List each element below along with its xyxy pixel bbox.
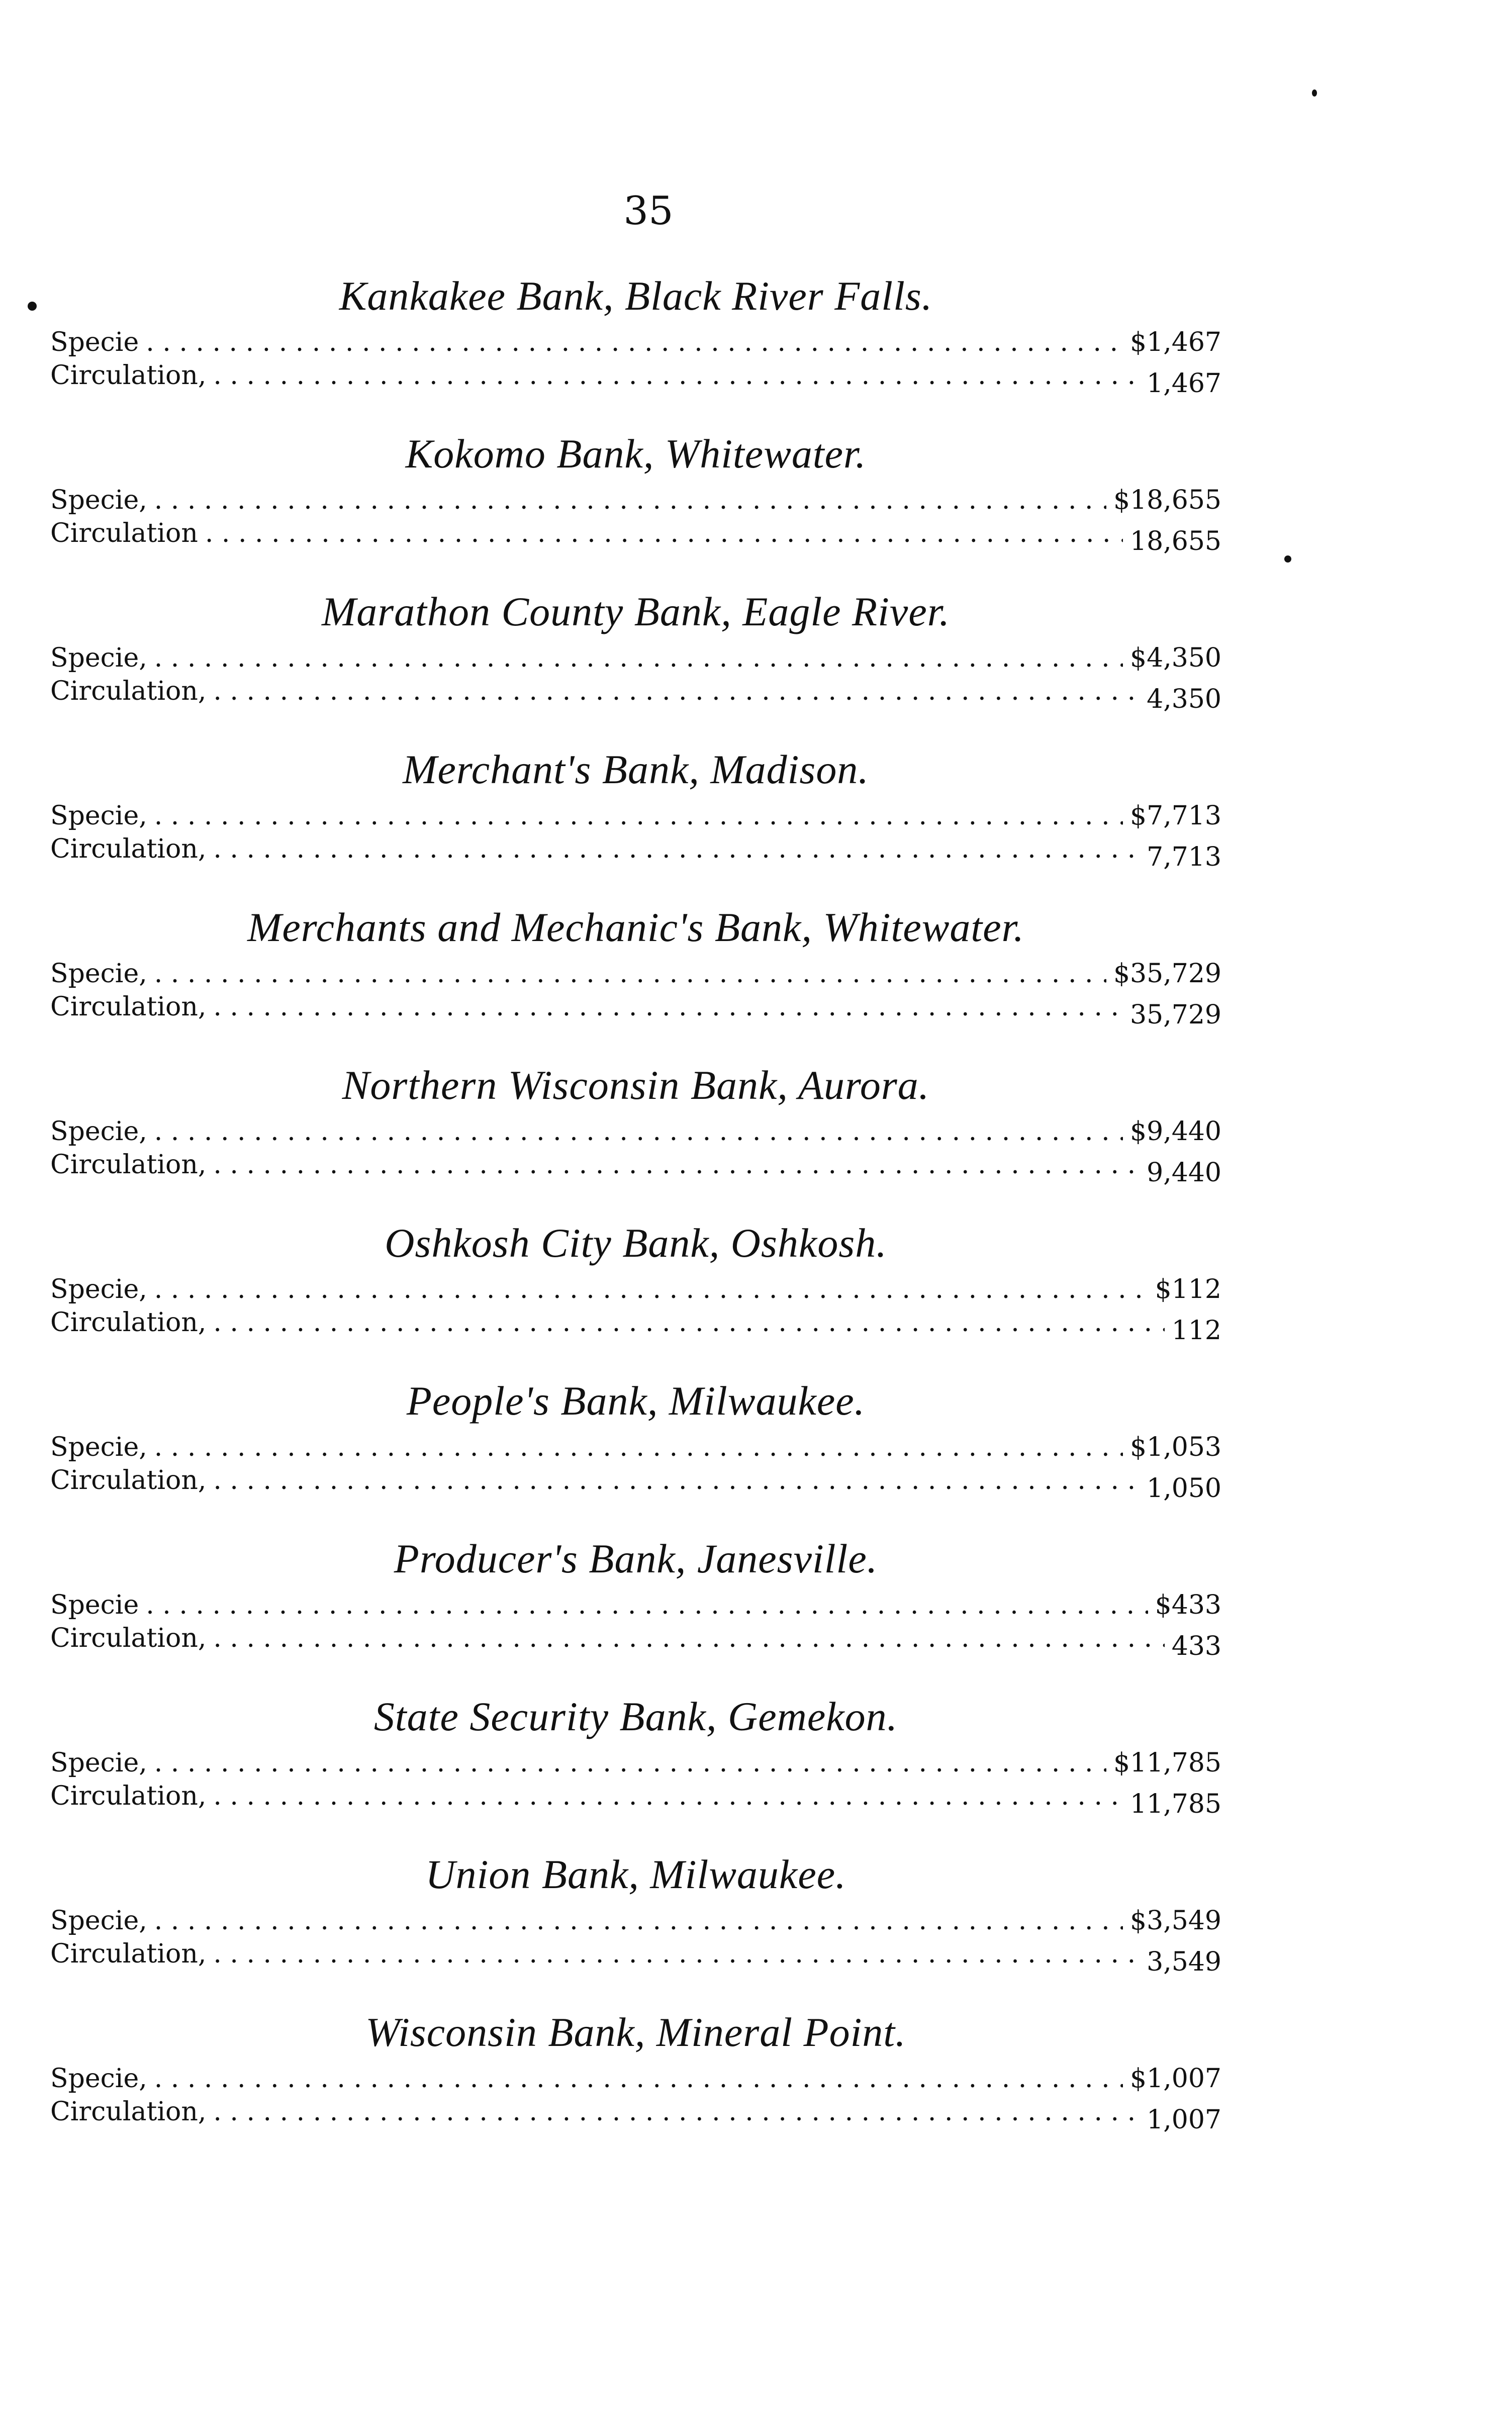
specie-label: Specie xyxy=(50,1590,139,1620)
circulation-row xyxy=(50,1306,1221,1346)
specie-label: Specie xyxy=(50,327,139,357)
bank-title: Kankakee Bank, Black River Falls. xyxy=(339,273,933,319)
specie-value: $433 xyxy=(1155,1590,1221,1620)
specie-row xyxy=(50,1746,1221,1780)
margin-bullet-mark xyxy=(28,302,37,311)
circulation-value: 1,467 xyxy=(1147,368,1221,399)
circulation-label: Circulation, xyxy=(50,1150,207,1180)
specie-row xyxy=(50,1431,1221,1464)
circulation-value: 1,007 xyxy=(1147,2105,1221,2135)
specie-value: $1,053 xyxy=(1130,1432,1221,1462)
bank-title: Wisconsin Bank, Mineral Point. xyxy=(365,2009,906,2055)
circulation-label: Circulation, xyxy=(50,676,207,706)
bank-entry xyxy=(50,1371,1221,1529)
circulation-value: 11,785 xyxy=(1130,1789,1221,1819)
circulation-value: 1,050 xyxy=(1147,1473,1221,1504)
bank-entry xyxy=(50,1687,1221,1845)
dot-leader xyxy=(154,799,1123,832)
bank-entry xyxy=(50,1056,1221,1213)
bank-title: Merchant's Bank, Madison. xyxy=(403,746,869,792)
specie-row xyxy=(50,326,1221,359)
specie-value: $9,440 xyxy=(1130,1116,1221,1147)
specie-label: Specie, xyxy=(50,2064,147,2094)
bank-entry xyxy=(50,1845,1221,2003)
circulation-label: Circulation, xyxy=(50,1939,207,1969)
specie-label: Specie, xyxy=(50,1274,147,1304)
specie-row xyxy=(50,799,1221,832)
bank-list xyxy=(50,266,1221,2161)
circulation-label: Circulation, xyxy=(50,360,207,391)
bank-entry xyxy=(50,1529,1221,1687)
circulation-row xyxy=(50,1464,1221,1504)
circulation-row xyxy=(50,990,1221,1030)
dot-leader xyxy=(213,1937,1140,1971)
circulation-label: Circulation, xyxy=(50,1781,207,1811)
circulation-value: 35,729 xyxy=(1130,1000,1221,1030)
bank-title: Producer's Bank, Janesville. xyxy=(394,1536,878,1581)
specie-row xyxy=(50,641,1221,675)
bank-title: Kokomo Bank, Whitewater. xyxy=(405,431,867,477)
bank-entry xyxy=(50,424,1221,582)
bank-title: Marathon County Bank, Eagle River. xyxy=(321,589,951,634)
dot-leader xyxy=(154,2062,1123,2095)
circulation-value: 18,655 xyxy=(1130,526,1221,556)
circulation-value: 4,350 xyxy=(1147,684,1221,714)
specie-value: $35,729 xyxy=(1113,959,1221,989)
dot-leader xyxy=(154,484,1106,517)
dot-leader xyxy=(213,1780,1123,1813)
circulation-row xyxy=(50,832,1221,872)
bank-title: State Security Bank, Gemekon. xyxy=(373,1694,898,1739)
bank-entry xyxy=(50,898,1221,1056)
circulation-row xyxy=(50,1937,1221,1977)
bank-title: People's Bank, Milwaukee. xyxy=(406,1378,866,1424)
circulation-label: Circulation, xyxy=(50,1465,207,1496)
circulation-label: Circulation, xyxy=(50,1623,207,1653)
circulation-value: 3,549 xyxy=(1147,1947,1221,1977)
circulation-row xyxy=(50,675,1221,714)
circulation-row xyxy=(50,517,1221,556)
specie-label: Specie, xyxy=(50,643,147,673)
dot-leader xyxy=(213,1622,1164,1655)
specie-label: Specie, xyxy=(50,1116,147,1147)
bank-entry xyxy=(50,266,1221,424)
circulation-label: Circulation xyxy=(50,518,198,548)
circulation-label: Circulation, xyxy=(50,992,207,1022)
circulation-value: 433 xyxy=(1171,1631,1221,1661)
dot-leader xyxy=(213,990,1123,1023)
dot-leader xyxy=(154,1904,1123,1937)
circulation-value: 9,440 xyxy=(1147,1158,1221,1188)
circulation-row xyxy=(50,1622,1221,1661)
bank-entry xyxy=(50,740,1221,898)
bank-title: Union Bank, Milwaukee. xyxy=(425,1851,846,1897)
dot-leader xyxy=(154,1115,1123,1148)
circulation-value: 7,713 xyxy=(1147,842,1221,872)
specie-label: Specie, xyxy=(50,1906,147,1936)
specie-label: Specie, xyxy=(50,1432,147,1462)
dot-leader xyxy=(154,641,1123,675)
dot-leader xyxy=(213,1148,1140,1181)
specie-row xyxy=(50,2062,1221,2095)
specie-value: $1,467 xyxy=(1130,327,1221,357)
circulation-value: 112 xyxy=(1171,1316,1221,1346)
bank-entry xyxy=(50,582,1221,740)
dot-leader xyxy=(146,1589,1148,1622)
dot-leader xyxy=(154,1431,1123,1464)
bank-entry xyxy=(50,1213,1221,1371)
specie-row xyxy=(50,957,1221,990)
circulation-label: Circulation, xyxy=(50,834,207,864)
specie-value: $112 xyxy=(1155,1274,1221,1304)
circulation-row xyxy=(50,2095,1221,2135)
dot-leader xyxy=(154,1746,1106,1780)
dot-leader xyxy=(213,2095,1140,2128)
specie-label: Specie, xyxy=(50,801,147,831)
dot-leader xyxy=(154,1273,1148,1306)
specie-label: Specie, xyxy=(50,1748,147,1778)
circulation-row xyxy=(50,359,1221,399)
dot-leader xyxy=(154,957,1106,990)
circulation-label: Circulation, xyxy=(50,2097,207,2127)
specie-row xyxy=(50,484,1221,517)
circulation-row xyxy=(50,1780,1221,1819)
circulation-row xyxy=(50,1148,1221,1188)
dot-leader xyxy=(205,517,1123,550)
specie-label: Specie, xyxy=(50,959,147,989)
specie-value: $4,350 xyxy=(1130,643,1221,673)
dot-leader xyxy=(213,1464,1140,1497)
margin-ink-mark xyxy=(1312,89,1317,97)
bank-entry xyxy=(50,2003,1221,2161)
specie-row xyxy=(50,1115,1221,1148)
bank-title: Oshkosh City Bank, Oshkosh. xyxy=(385,1220,887,1266)
dot-leader xyxy=(213,1306,1164,1339)
specie-value: $11,785 xyxy=(1113,1748,1221,1778)
margin-bullet-mark xyxy=(1284,555,1291,563)
bank-title: Northern Wisconsin Bank, Aurora. xyxy=(342,1062,930,1108)
specie-value: $18,655 xyxy=(1113,485,1221,515)
specie-row xyxy=(50,1904,1221,1937)
dot-leader xyxy=(146,326,1123,359)
dot-leader xyxy=(213,832,1140,866)
dot-leader xyxy=(213,359,1140,392)
page-number: 35 xyxy=(623,189,674,234)
specie-value: $7,713 xyxy=(1130,801,1221,831)
bank-title: Merchants and Mechanic's Bank, Whitewater. xyxy=(247,904,1024,950)
dot-leader xyxy=(213,675,1140,708)
specie-value: $1,007 xyxy=(1130,2064,1221,2094)
specie-value: $3,549 xyxy=(1130,1906,1221,1936)
specie-label: Specie, xyxy=(50,485,147,515)
specie-row xyxy=(50,1589,1221,1622)
specie-row xyxy=(50,1273,1221,1306)
circulation-label: Circulation, xyxy=(50,1308,207,1338)
